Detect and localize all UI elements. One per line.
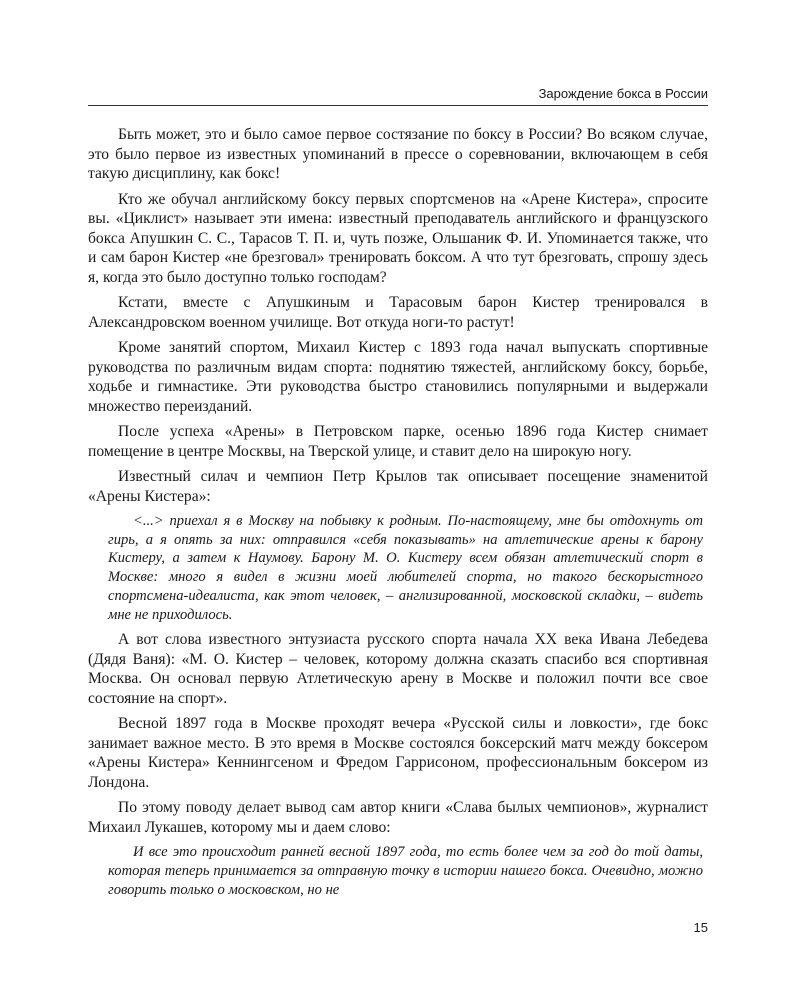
paragraph-8: Весной 1897 года в Москве проходят вечера «Русской силы и ловкости», где бокс занимает важное место. В это время в Москве состоялся боксерский матч между боксером «Арены Кистера» Кеннингсеном и Фредом Гаррисоном, профессиональным боксером из Лондона.: [88, 715, 708, 791]
paragraph-2: Кто же обучал английскому боксу первых спортсменов на «Арене Кистера», спросите вы. «Циклист» называет эти имена: известный преподаватель английского и французского бокса Апушкин С. С., Тарасов Т. П. и, чуть позже, Ольшаник Ф. И. Упоминается также, что и сам барон Кистер «не брезговал» тренировать боксом. А что тут брезговать, спрошу здесь я, когда это было доступно только господам?: [88, 190, 708, 286]
paragraph-7: А вот слова известного энтузиаста русского спорта начала XX века Ивана Лебедева (Дядя Ваня): «М. О. Кистер – человек, которому должна сказать спасибо вся спортивная Москва. Он основал первую Атлетическую арену в Москве и положил почти все свое состояние на спорт».: [88, 631, 708, 707]
paragraph-4: Кроме занятий спортом, Михаил Кистер с 1893 года начал выпускать спортивные руководства по различным видам спорта: поднятию тяжестей, английскому боксу, борьбе, ходьбе и гимнастике. Эти руководства быстро становились популярными и выдержали множество переизданий.: [88, 339, 708, 415]
paragraph-1: Быть может, это и было самое первое состязание по боксу в России? Во всяком случае, это было первое из известных упоминаний в прессе о соревновании, включающем в себя такую дисциплину, как бокс!: [88, 126, 708, 182]
paragraph-5: После успеха «Арены» в Петровском парке, осенью 1896 года Кистер снимает помещение в центре Москвы, на Тверской улице, и ставит дело на широкую ногу.: [88, 423, 708, 460]
header-rule: [88, 105, 708, 106]
paragraph-6: Известный силач и чемпион Петр Крылов так описывает посещение знаменитой «Арены Кистера»:: [88, 468, 708, 505]
running-header-title: Зарождение бокса в России: [538, 86, 708, 101]
paragraph-3: Кстати, вместе с Апушкиным и Тарасовым барон Кистер тренировался в Александровском военном училище. Вот откуда ноги-то растут!: [88, 294, 708, 331]
block-quote-krylov: <...> приехал я в Москву на побывку к родным. По-настоящему, мне бы отдохнуть от гирь, а я опять за них: отправился «себя показывать» на атлетические арены к барону Кистеру, а затем к Наумову. Барону М. О. Кистеру всем обязан атлетический спорт в Москве: много я видел в жизни моей любителей спорта, но такого бескорыстного спортсмена-идеалиста, как этот человек, – англизированной, московской складки, – видеть мне не приходилось.: [108, 513, 703, 623]
page-body: [88, 125, 708, 905]
page-number: 15: [693, 920, 708, 935]
block-quote-lukashev: И все это происходит ранней весной 1897 года, то есть более чем за год до той даты, которая теперь принимается за отправную точку в истории нашего бокса. Очевидно, можно говорить только о московском, но не: [108, 844, 703, 898]
paragraph-9: По этому поводу делает вывод сам автор книги «Слава былых чемпионов», журналист Михаил Лукашев, которому мы и даем слово:: [88, 799, 708, 836]
